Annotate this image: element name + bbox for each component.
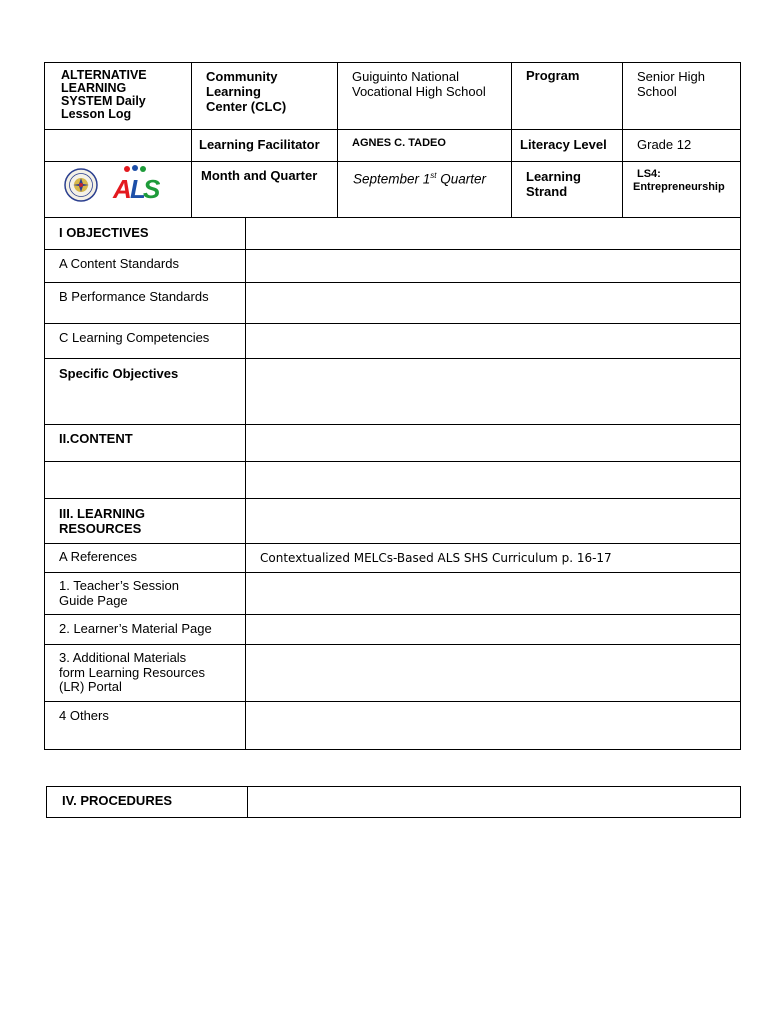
content-heading: II.CONTENT	[59, 431, 133, 446]
header-divider	[337, 62, 338, 219]
procedures-heading: IV. PROCEDURES	[62, 793, 173, 808]
strand-label: Learning Strand	[526, 169, 581, 199]
deped-seal-logo	[64, 168, 98, 202]
row-divider	[44, 543, 741, 544]
row-divider	[44, 498, 741, 499]
row-divider	[44, 424, 741, 425]
specific-objectives-label: Specific Objectives	[59, 366, 179, 381]
program-label: Program	[526, 68, 580, 83]
performance-standards-label: B Performance Standards	[59, 289, 209, 304]
column-divider	[245, 217, 246, 750]
row-divider	[44, 572, 741, 573]
row-divider	[44, 249, 741, 250]
row-divider	[44, 282, 741, 283]
references-label: A References	[59, 549, 138, 564]
row-divider	[44, 614, 741, 615]
teachers-guide-label: 1. Teacher’s Session Guide Page	[59, 578, 179, 608]
row-divider	[44, 358, 741, 359]
svg-text:L: L	[130, 174, 146, 204]
facilitator-value: AGNES C. TADEO	[352, 137, 446, 149]
learners-material-label: 2. Learner’s Material Page	[59, 621, 212, 636]
als-logo	[112, 165, 161, 204]
content-standards-label: A Content Standards	[59, 256, 179, 271]
strand-value: LS4: Entrepreneurship	[633, 168, 725, 193]
references-value: Contextualized MELCs-Based ALS SHS Curriculum p. 16-17	[260, 551, 612, 565]
header-divider	[622, 62, 623, 219]
facilitator-label: Learning Facilitator	[199, 137, 320, 152]
learning-competencies-label: C Learning Competencies	[59, 330, 210, 345]
clc-label: Community Learning Center (CLC)	[206, 69, 287, 114]
row-divider	[44, 701, 741, 702]
clc-value: Guiguinto National Vocational High School	[352, 69, 486, 99]
svg-text:A: A	[113, 174, 132, 204]
header-divider	[511, 62, 512, 219]
header-divider	[191, 62, 192, 129]
svg-text:S: S	[143, 174, 161, 204]
header-divider	[44, 161, 741, 162]
lesson-log-title: ALTERNATIVE LEARNING SYSTEM Daily Lesson Log	[61, 68, 147, 121]
objectives-heading: I OBJECTIVES	[59, 225, 149, 240]
column-divider	[247, 786, 248, 818]
row-divider	[44, 644, 741, 645]
month-value: September 1st Quarter	[353, 171, 487, 187]
row-divider	[44, 461, 741, 462]
additional-materials-label: 3. Additional Materials form Learning Resources (LR) Portal	[59, 650, 205, 694]
learning-resources-heading: III. LEARNING RESOURCES	[59, 506, 145, 536]
month-label: Month and Quarter	[201, 168, 318, 183]
program-value: Senior High School	[637, 69, 705, 99]
literacy-value: Grade 12	[637, 137, 692, 152]
row-divider	[44, 323, 741, 324]
header-divider	[191, 129, 192, 219]
literacy-label: Literacy Level	[520, 137, 607, 152]
header-divider	[44, 129, 741, 130]
others-label: 4 Others	[59, 708, 109, 723]
